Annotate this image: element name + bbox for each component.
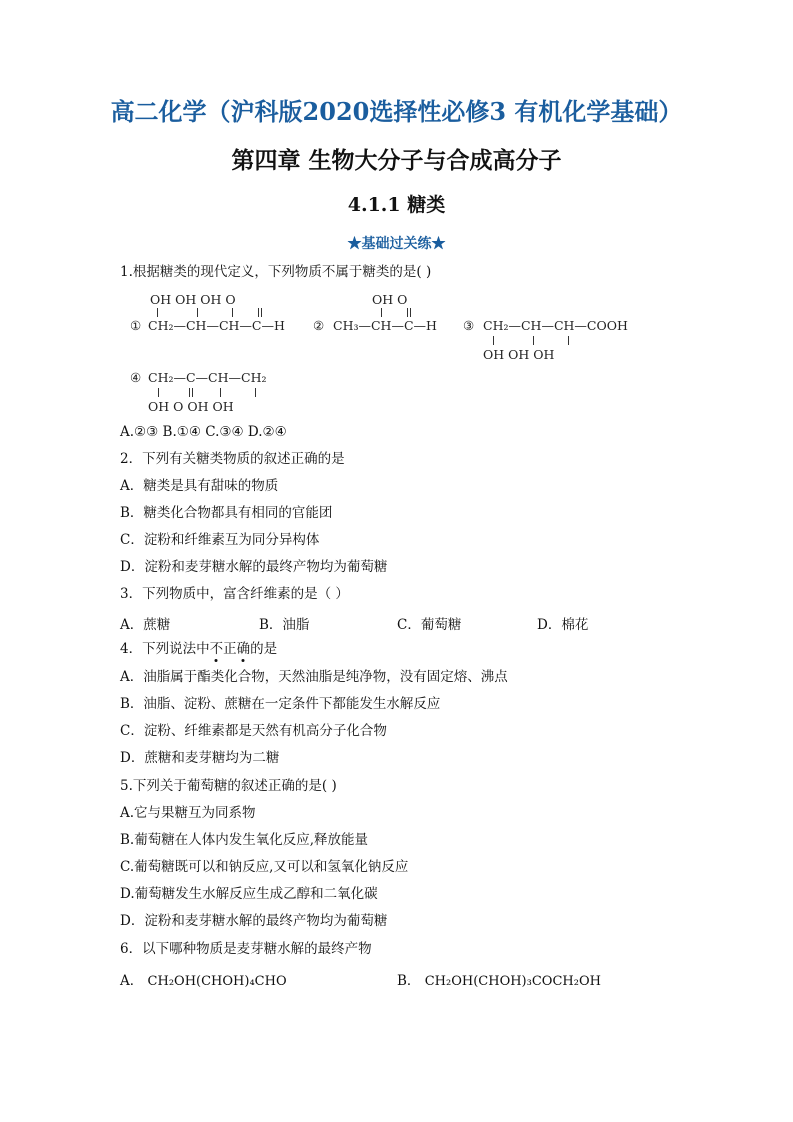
structure-3-main: CH₂—CH—CH—COOH (483, 318, 628, 333)
question-6-stem: 6．以下哪种物质是麦芽糖水解的最终产物 (120, 941, 372, 957)
structure-1-label: ① (130, 318, 142, 333)
question-6-option-b (397, 969, 601, 989)
structure-2 (313, 292, 453, 332)
structure-4-label: ④ (130, 370, 142, 385)
question-6-option-a-label: A． (120, 973, 144, 989)
structure-3 (463, 318, 663, 362)
question-2-option-c: C．淀粉和纤维素互为同分异构体 (120, 532, 320, 548)
question-2-stem: 2．下列有关糖类物质的叙述正确的是 (120, 451, 345, 467)
emphasis-dot-1: 不 (209, 641, 224, 657)
question-2-option-b: B．糖类化合物都具有相同的官能团 (120, 505, 333, 521)
question-4-option-b: B．油脂、淀粉、蔗糖在一定条件下都能发生水解反应 (120, 696, 441, 712)
question-2-option-a: A．糖类是具有甜味的物质 (120, 478, 279, 494)
question-4-stem: 4．下列说法中不正确的是 (120, 641, 278, 657)
structure-2-top: OH O (372, 292, 408, 307)
structure-2-main: CH₃—CH—C—H (333, 318, 437, 333)
structure-4-main: CH₂—C—CH—CH₂ (148, 370, 267, 385)
structure-2-label: ② (313, 318, 325, 333)
question-1-stem: 1.根据糖类的现代定义，下列物质不属于糖类的是( ) (120, 264, 432, 280)
question-4-option-c: C．淀粉、纤维素都是天然有机高分子化合物 (120, 723, 387, 739)
structure-3-bottom: OH OH OH (483, 347, 555, 362)
structure-1-main: CH₂—CH—CH—C—H (148, 318, 285, 333)
chapter-heading: 第四章 生物大分子与合成高分子 (231, 147, 562, 174)
question-4-option-a: A．油脂属于酯类化合物，天然油脂是纯净物，没有固定熔、沸点 (120, 669, 508, 685)
question-3-option-a: A．蔗糖 (120, 617, 171, 633)
question-3-stem: 3．下列物质中，富含纤维素的是（ ） (120, 586, 349, 602)
document-title: 高二化学（沪科版2020选择性必修3 有机化学基础） (110, 97, 683, 126)
structure-1 (130, 292, 300, 332)
question-5-option-d: D.葡萄糖发生水解反应生成乙醇和二氧化碳 (120, 886, 378, 902)
structure-4-bottom: OH O OH OH (148, 399, 234, 414)
question-5-option-b: B.葡萄糖在人体内发生氧化反应,释放能量 (120, 832, 369, 848)
question-3-option-d: D．棉花 (537, 617, 589, 633)
question-4-option-d: D．蔗糖和麦芽糖均为二糖 (120, 750, 280, 766)
question-1-options: A.②③ B.①④ C.③④ D.②④ (120, 424, 287, 440)
structure-1-top: OH OH OH O (150, 292, 236, 307)
question-5-option-d-repeat: D．淀粉和麦芽糖水解的最终产物均为葡萄糖 (120, 913, 388, 929)
structure-3-label: ③ (463, 318, 475, 333)
question-6-option-a (120, 969, 287, 989)
question-3-option-b: B．油脂 (259, 617, 310, 633)
question-6-option-b-label: B． (397, 973, 421, 989)
exercise-banner: ★基础过关练★ (347, 236, 446, 252)
emphasis-dot-2: 确 (236, 641, 251, 657)
question-5-option-c: C.葡萄糖既可以和钠反应,又可以和氢氧化钠反应 (120, 859, 409, 875)
question-5-stem: 5.下列关于葡萄糖的叙述正确的是( ) (120, 778, 337, 794)
structure-4 (130, 370, 300, 414)
question-2-option-d: D．淀粉和麦芽糖水解的最终产物均为葡萄糖 (120, 559, 388, 575)
section-heading: 4.1.1 糖类 (347, 194, 446, 216)
question-6-option-b-formula: CH₂OH(CHOH)₃COCH₂OH (424, 974, 601, 989)
question-3-option-c: C．葡萄糖 (397, 617, 462, 633)
question-5-option-a: A.它与果糖互为同系物 (120, 805, 256, 821)
question-6-option-a-formula: CH₂OH(CHOH)₄CHO (147, 974, 287, 989)
